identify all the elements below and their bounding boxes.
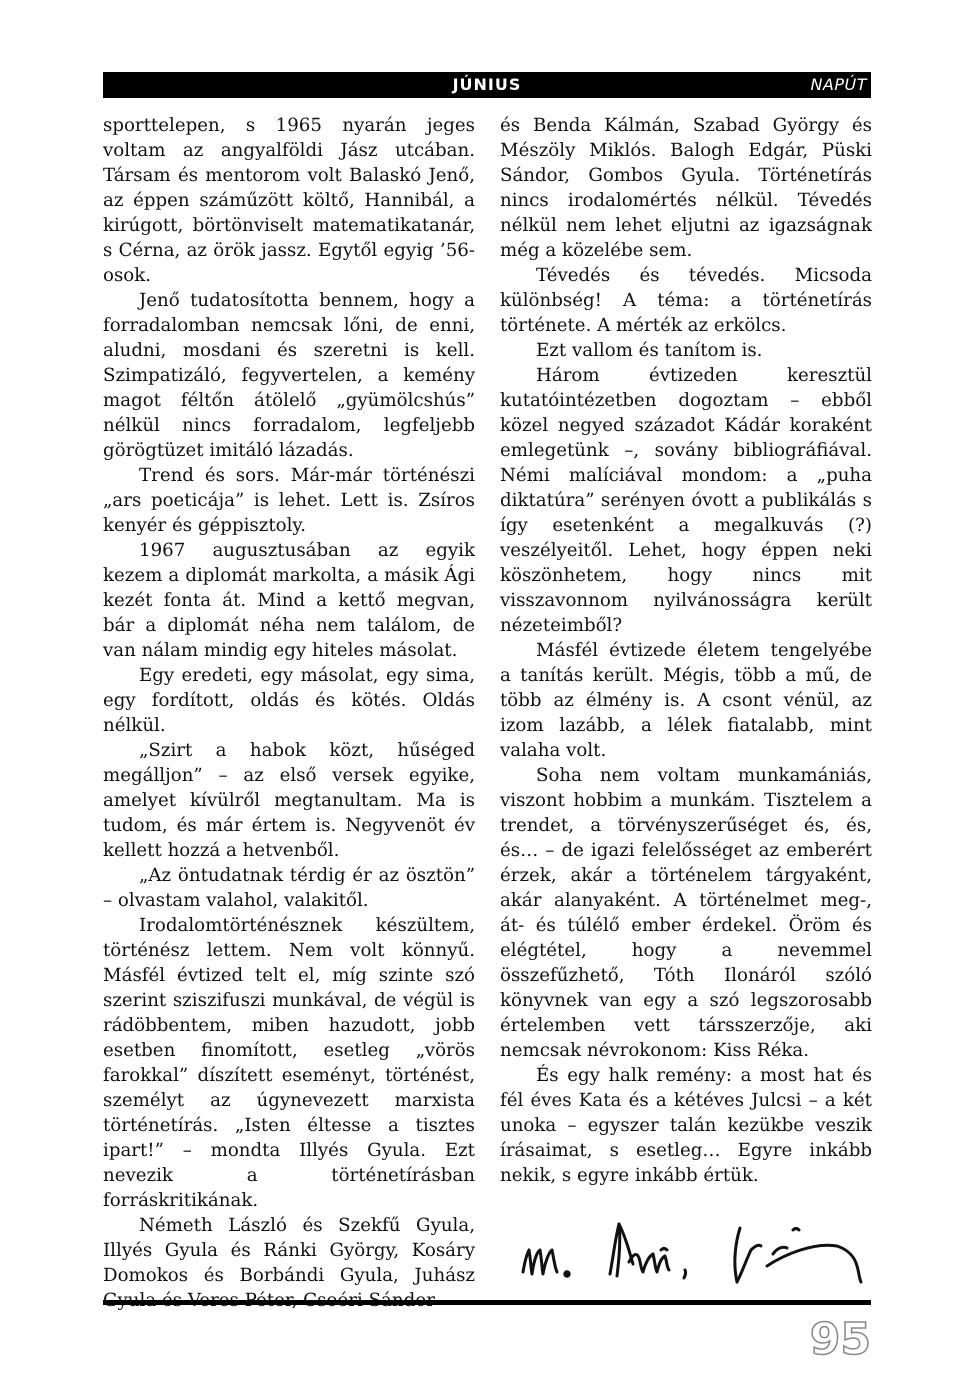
footer-rule — [103, 1300, 871, 1305]
paragraph: És egy halk remény: a most hat és fél éves Kata és a kétéves Julcsi – a két unoka – egyszer talán kezükbe veszik írásaimat, s esetleg… Egyre inkább nekik, s egyre inkább értük. — [500, 1065, 872, 1186]
paragraph: és Benda Kálmán, Szabad György és Mészöly Miklós. Balogh Edgár, Püski Sándor, Gombos Gyula. Történetírás nincs irodalomértés nélkül. Tévedés nélkül nem lehet eljutni az igazságnak még a közelébe sem. — [500, 115, 872, 261]
paragraph: Irodalomtörténésznek készültem, történész lettem. Nem volt könnyű. Másfél évtized telt el, míg szinte szó szerint sziszifuszi munkával, de végül is rádöbbentem, miben hazudott, jobb esetben finomított, esetleg „vörös farokkal” díszített eseményt, történést, személyt az úgynevezett marxista történetírás. „Isten éltesse a tisztes ipart!” – mondta Illyés Gyula. Ezt nevezik a történetírásban forráskritikának. — [103, 915, 475, 1211]
right-column — [500, 113, 872, 1188]
handwritten-signature — [515, 1210, 875, 1300]
paragraph: Három évtizeden keresztül kutatóintézetben dogoztam – ebből közel negyed századot Kádár koraként emlegetünk –, sovány bibliográfiával. Némi malíciával mondom: a „puha diktatúra” serényen óvott a publikálás s így esetenként a megalkuvás (?) veszélyeitől. Lehet, hogy éppen neki köszönhetem, hogy nincs mit visszavonnom nyilvánosságra került nézeteimből? — [500, 365, 872, 636]
header-month: JÚNIUS — [452, 75, 522, 94]
paragraph: Másfél évtizede életem tengelyébe a tanítás került. Mégis, több a mű, de több az élmény is. A csont vénül, az izom lazább, a lélek fiatalabb, mint valaha volt. — [500, 640, 872, 761]
paragraph: „Szirt a habok közt, hűséged megálljon” – az első versek egyike, amelyet kívülről megtanultam. Ma is tudom, és már értem is. Negyvenöt év kellett hozzá a hetvenből. — [103, 740, 475, 861]
paragraph: „Az öntudatnak térdig ér az ösztön” – olvastam valahol, valakitől. — [103, 865, 475, 911]
paragraph: Jenő tudatosította bennem, hogy a forradalomban nemcsak lőni, de enni, aludni, mosdani és szeretni is kell. Szimpatizáló, fegyvertelen, a kemény magot féltőn átölelő „gyümölcshús” nélkül nincs forradalom, legfeljebb görögtüzet imitáló lázadás. — [103, 290, 475, 461]
left-column — [103, 113, 475, 1313]
page-number: 95 — [809, 1314, 871, 1365]
paragraph: Soha nem voltam munkamániás, viszont hobbim a munkám. Tisztelem a trendet, a törvényszerűséget és, és, és… – de igazi felelősséget az emberért érzek, akár a történelem tárgyaként, akár alanyaként. A történelmet meg-, át- és túlélő ember érdekel. Öröm és elégtétel, hogy a nevemmel összefűzhető, Tóth Ilonáról szóló könyvnek van egy a szó legszorosabb értelemben vett társszerzője, aki nemcsak névrokonom: Kiss Réka. — [500, 765, 872, 1061]
paragraph: Németh László és Szekfű Gyula, Illyés Gyula és Ránki György, Kosáry Domokos és Borbándi Gyula, Juhász — [103, 1215, 475, 1286]
running-header — [103, 72, 871, 98]
journal-logo: NAPÚT — [810, 75, 867, 94]
paragraph: Ezt vallom és tanítom is. — [536, 340, 763, 361]
paragraph: 1967 augusztusában az egyik kezem a diplomát markolta, a másik Ági kezét fonta át. Mind a kettő megvan, bár a diplomát néha nem találom, de van nálam mindig egy hiteles másolat. — [103, 540, 475, 661]
paragraph: Egy eredeti, egy másolat, egy sima, egy fordított, oldás és kötés. Oldás nélkül. — [103, 665, 475, 736]
paragraph: Tévedés és tévedés. Micsoda különbség! A téma: a történetírás története. A mérték az erkölcs. — [500, 265, 872, 336]
paragraph: Trend és sors. Már-már történészi „ars poeticája” is lehet. Lett is. Zsíros kenyér és géppisztoly. — [103, 465, 475, 536]
paragraph: sporttelepen, s 1965 nyarán jeges voltam az angyalföldi Jász utcában. Társam és mentorom volt Balaskó Jenő, az éppen száműzött költő, Hannibál, a kirúgott, börtönviselt matematikatanár, s Cérna, az örök jassz. Egytől egyig ’56-osok. — [103, 115, 475, 286]
